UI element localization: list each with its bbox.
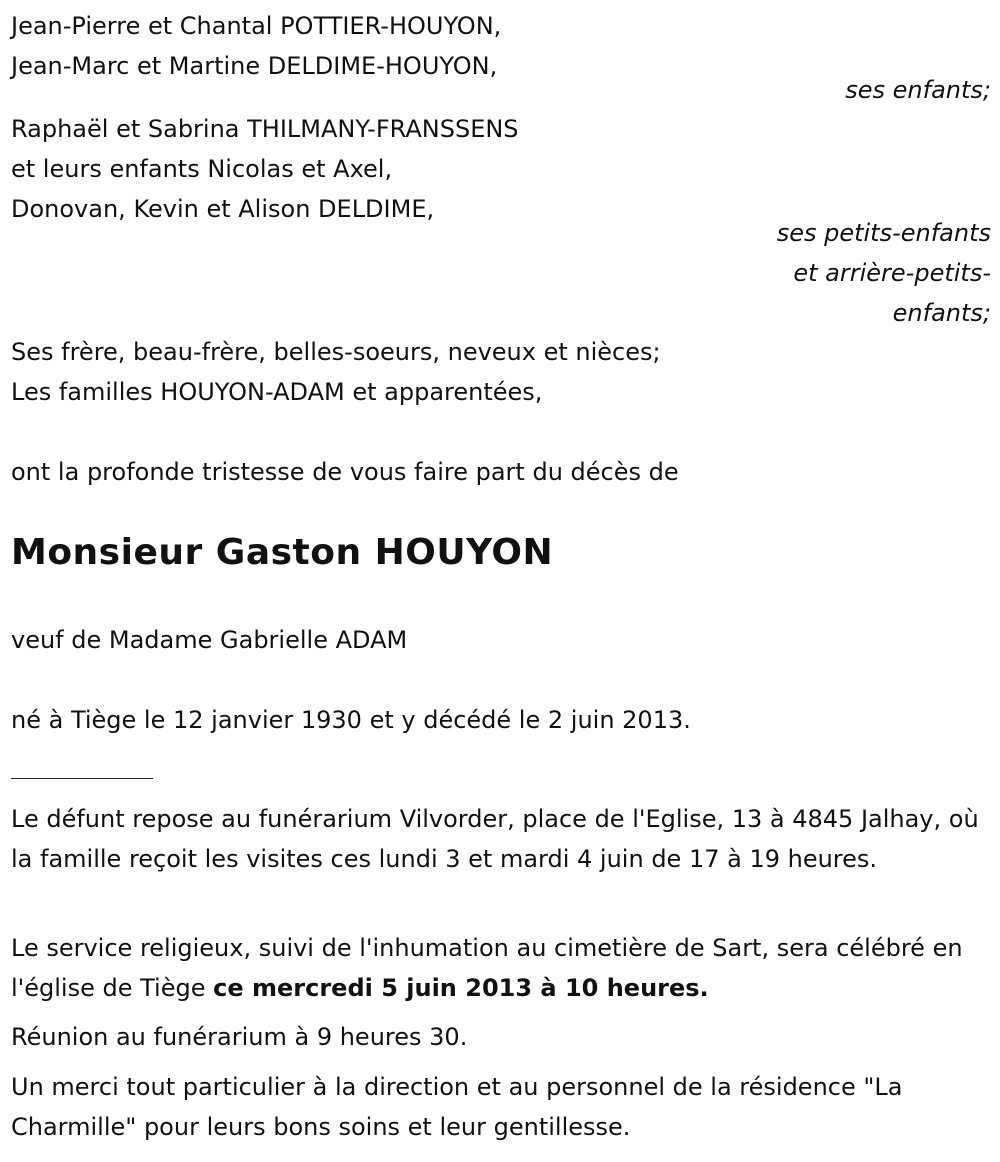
reunion-paragraph: Réunion au funérarium à 9 heures 30. (11, 1023, 468, 1051)
thanks-paragraph: Un merci tout particulier à la direction et au personnel de la résidence "La Charmille" pour leurs bons soins et leur gentillesse. (11, 1073, 903, 1141)
grandchildren-line-3: Donovan, Kevin et Alison DELDIME, (11, 195, 435, 223)
service-text: Le service religieux, suivi de l'inhumation au cimetière de Sart, sera célébré en l'église de Tiège (11, 934, 963, 1002)
deceased-name: Monsieur Gaston HOUYON (11, 532, 554, 573)
grandchildren-label-3: enfants; (892, 299, 991, 327)
grandchildren-label-1: ses petits-enfants (776, 219, 991, 247)
family-line-1: Ses frère, beau-frère, belles-soeurs, neveux et nièces; (11, 338, 661, 366)
family-line-2: Les familles HOUYON-ADAM et apparentées, (11, 378, 543, 406)
grandchildren-line-1: Raphaël et Sabrina THILMANY-FRANSSENS (11, 115, 519, 143)
children-label: ses enfants; (845, 76, 991, 104)
grandchildren-label-2: et arrière-petits- (793, 259, 991, 287)
birth-death-text: né à Tiège le 12 janvier 1930 et y décédé le 2 juin 2013. (11, 706, 691, 734)
repose-paragraph: Le défunt repose au funérarium Vilvorder, place de l'Eglise, 13 à 4845 Jalhay, où la famille reçoit les visites ces lundi 3 et mardi 4 juin de 17 à 19 heures. (11, 805, 979, 873)
children-line-1: Jean-Pierre et Chantal POTTIER-HOUYON, (11, 12, 502, 40)
separator-rule (11, 778, 153, 779)
widower-text: veuf de Madame Gabrielle ADAM (11, 626, 408, 654)
service-paragraph (11, 928, 986, 1008)
announcement-text: ont la profonde tristesse de vous faire part du décès de (11, 458, 679, 486)
service-date-bold: ce mercredi 5 juin 2013 à 10 heures. (213, 974, 709, 1002)
children-line-2: Jean-Marc et Martine DELDIME-HOUYON, (11, 52, 498, 80)
grandchildren-line-2: et leurs enfants Nicolas et Axel, (11, 155, 393, 183)
